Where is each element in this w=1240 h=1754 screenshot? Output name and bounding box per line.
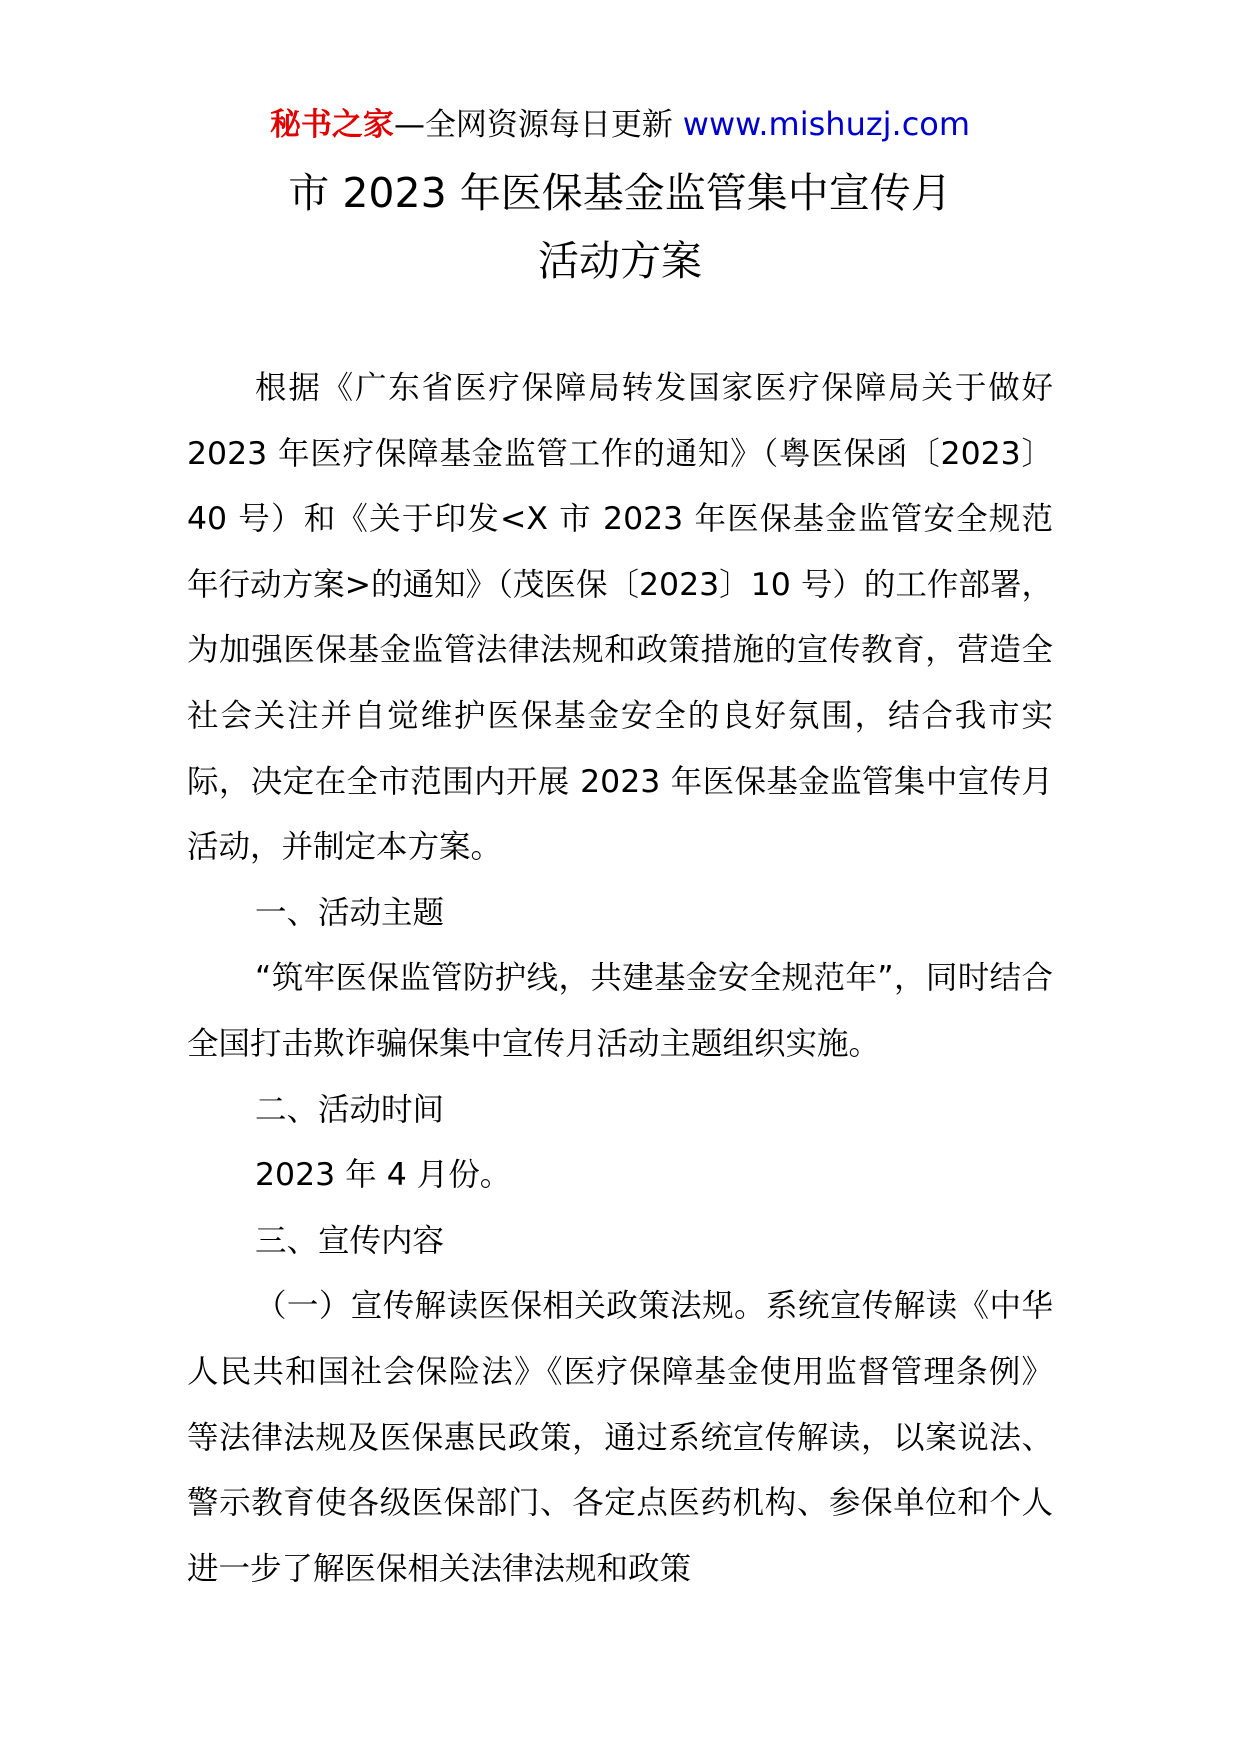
header-tagline: —全网资源每日更新: [393, 107, 683, 143]
section-heading-content: 三、宣传内容: [255, 1222, 445, 1259]
site-header: [0, 102, 1240, 147]
paragraph-time: 2023 年 4 月份。: [255, 1157, 512, 1194]
paragraph-content-1: （一）宣传解读医保相关政策法规。系统宣传解读《中华人民共和国社会保险法》《医疗保障基金使用监督管理条例》等法律法规及医保惠民政策，通过系统宣传解读，以案说法、警示教育使各级医保部门、各定点医药机构、参保单位和个人进一步了解医保相关法律法规和政策: [187, 1288, 1053, 1587]
site-url-link[interactable]: www.mishuzj.com: [682, 105, 971, 143]
section-heading-time: 二、活动时间: [255, 1091, 445, 1128]
document-title-line-1: 市 2023 年医保基金监管集中宣传月: [288, 169, 952, 217]
paragraph-theme: “筑牢医保监管防护线，共建基金安全规范年”，同时结合全国打击欺诈骗保集中宣传月活动主题组织实施。: [187, 960, 1053, 1062]
document-title-line-2: 活动方案: [538, 237, 702, 285]
brand-name: 秘书之家: [269, 107, 394, 143]
paragraph-intro: 根据《广东省医疗保障局转发国家医疗保障局关于做好 2023 年医疗保障基金监管工作的通知》（粤医保函〔2023〕40 号）和《关于印发<X 市 2023 年医保基金监管安全规范年行动方案>的通知》（茂医保〔2023〕10 号）的工作部署，为加强医保基金监管法律法规和政策措施的宣传教育，营造全社会关注并自觉维护医保基金安全的良好氛围，结合我市实际，决定在全市范围内开展 2023 年医保基金监管集中宣传月活动，并制定本方案。: [187, 370, 1053, 866]
section-heading-theme: 一、活动主题: [255, 894, 445, 931]
document-body: [187, 356, 1053, 1602]
